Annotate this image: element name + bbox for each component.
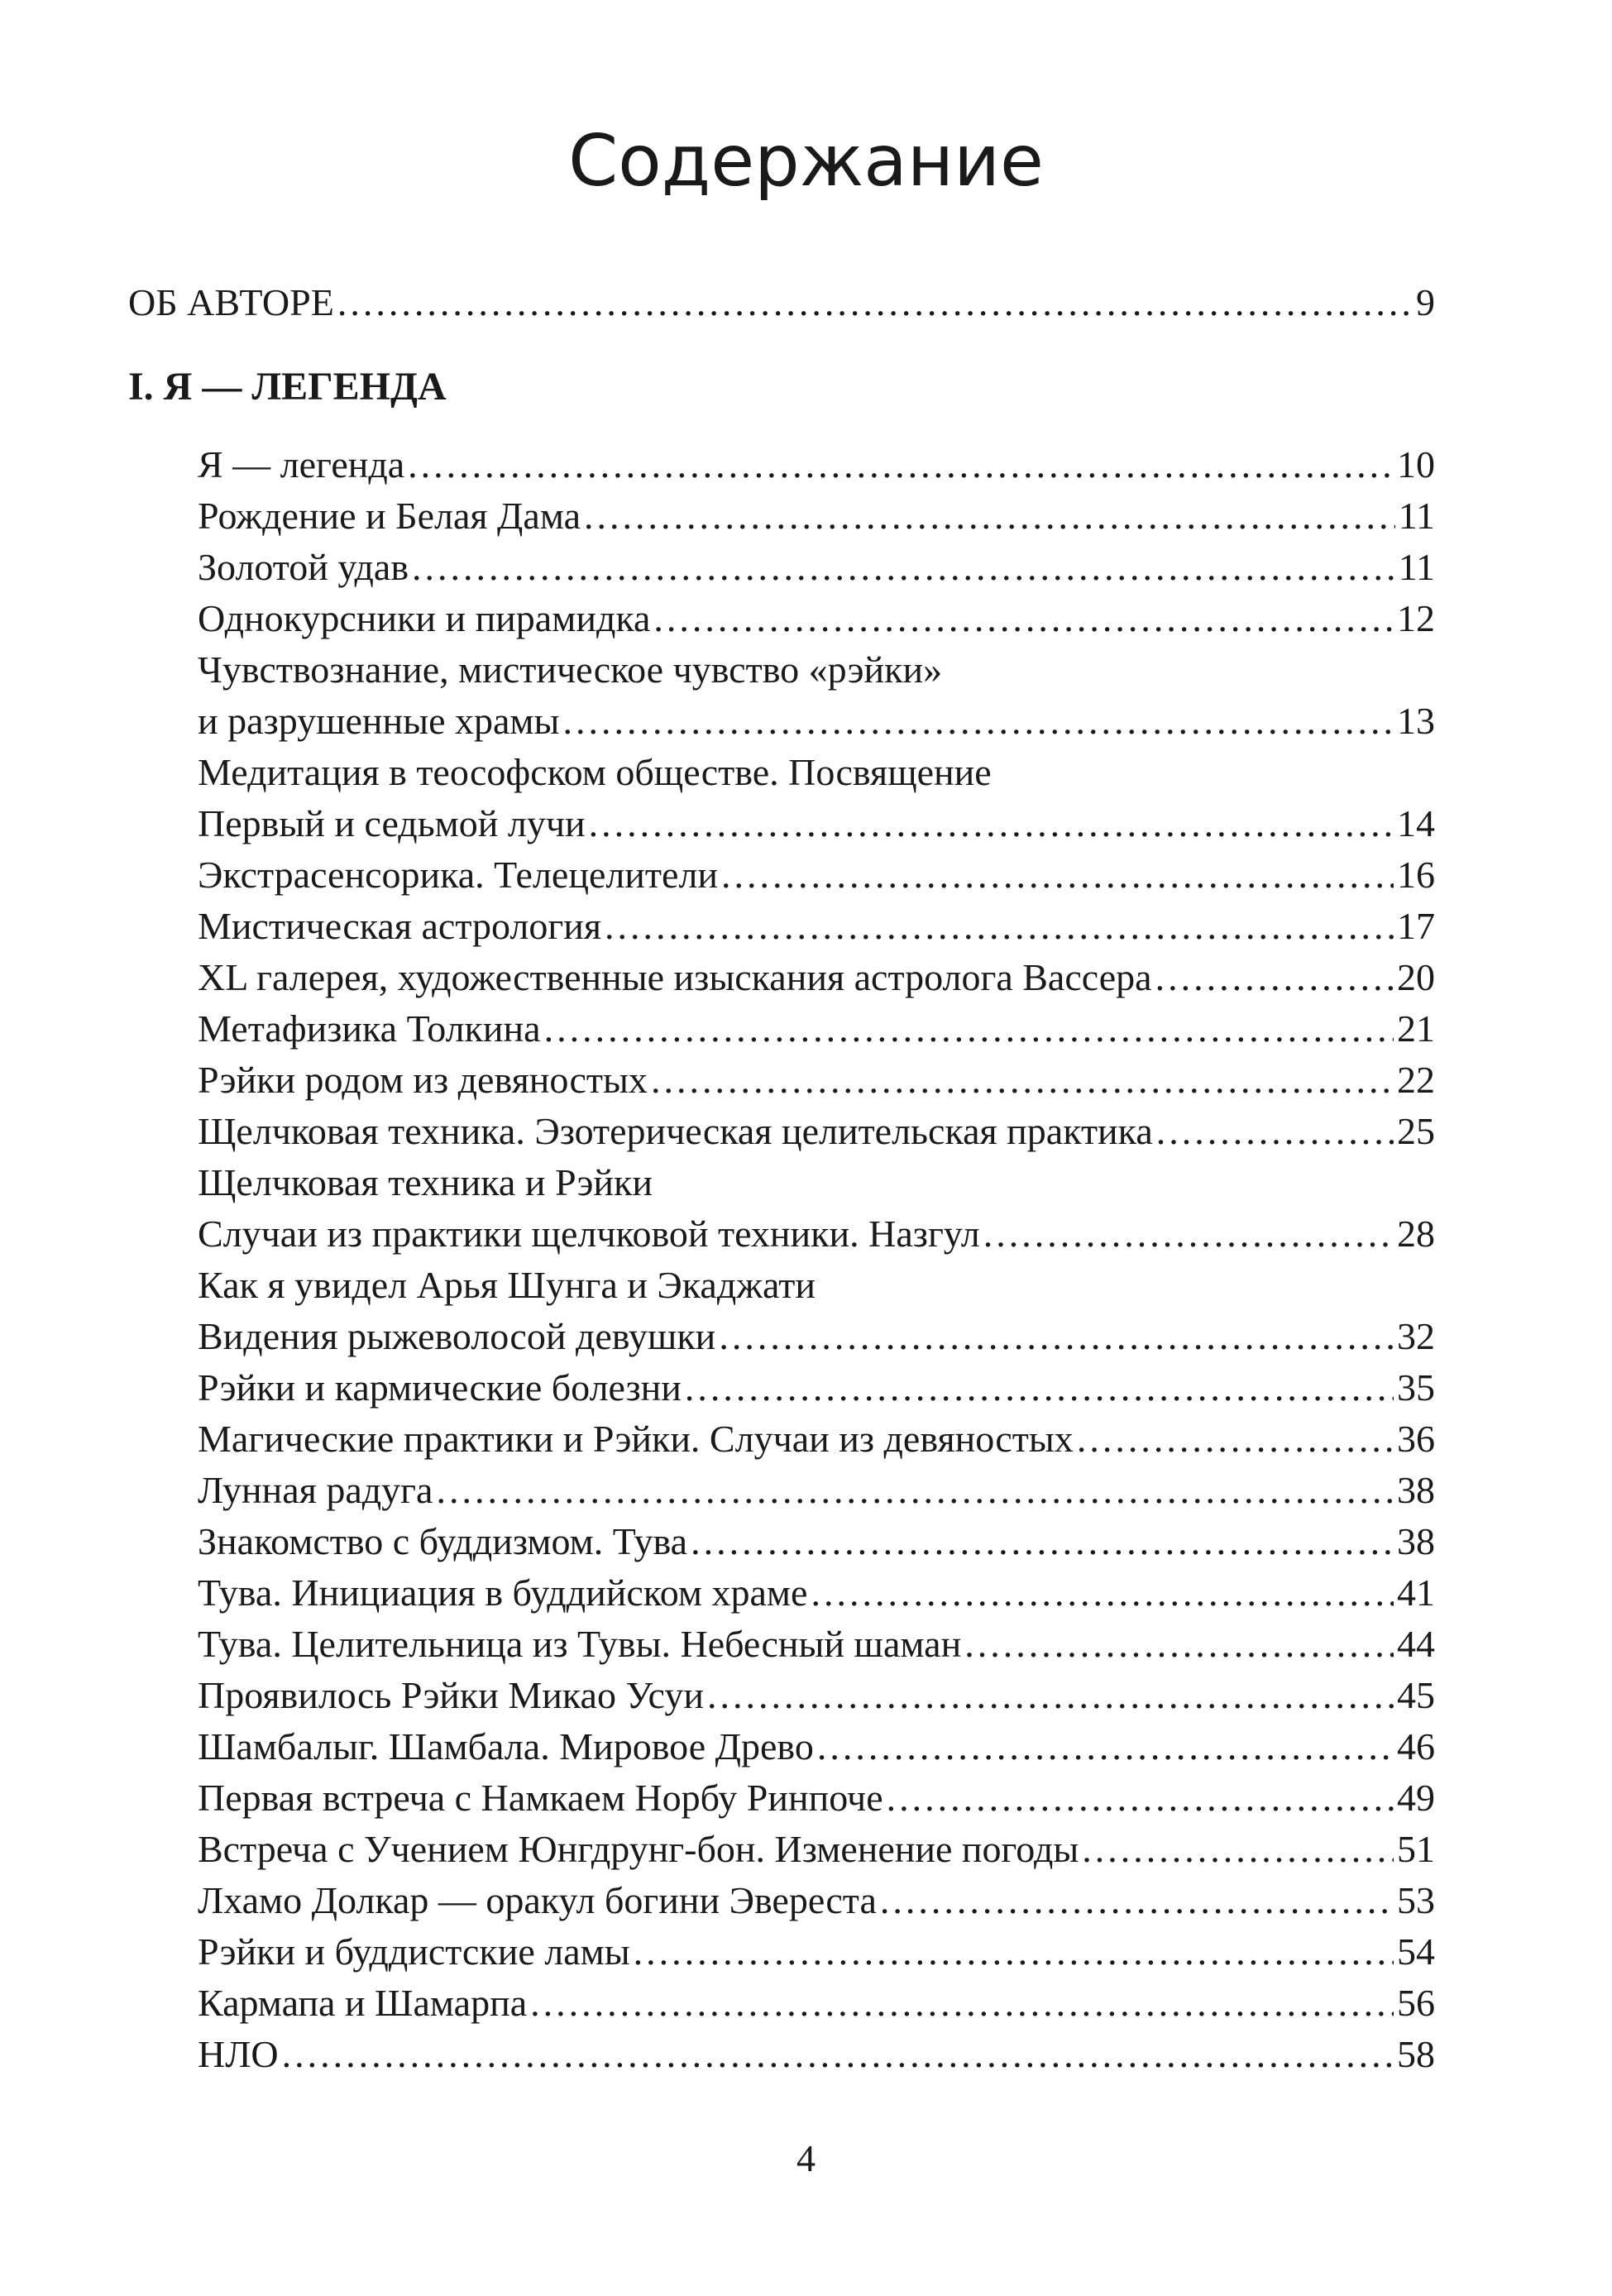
toc-entry-label: ОБ АВТОРЕ xyxy=(128,281,334,323)
toc-entry-about[interactable] xyxy=(128,277,1435,335)
toc-entries xyxy=(128,439,1435,2080)
toc-entry-page: 35 xyxy=(1397,1366,1435,1409)
toc-entry[interactable] xyxy=(128,1875,1435,1926)
dot-leader xyxy=(651,1055,1394,1106)
section-heading: I. Я — ЛЕГЕНДА xyxy=(128,365,447,409)
toc-entry[interactable] xyxy=(128,1619,1435,1670)
toc-entry-label: Рэйки и кармические болезни xyxy=(198,1366,682,1409)
toc-entry-label: Первый и седьмой лучи xyxy=(198,802,586,844)
dot-leader xyxy=(811,1567,1394,1619)
toc-entry[interactable] xyxy=(128,696,1435,747)
dot-leader xyxy=(653,593,1394,644)
toc-entry[interactable] xyxy=(128,849,1435,901)
toc-entry[interactable] xyxy=(128,1978,1435,2029)
dot-leader xyxy=(605,901,1394,952)
toc-entry[interactable] xyxy=(128,952,1435,1003)
toc-entry-label: Видения рыжеволосой девушки xyxy=(198,1315,716,1357)
dot-leader xyxy=(408,439,1394,490)
toc-entry[interactable] xyxy=(128,1413,1435,1465)
toc-entry[interactable] xyxy=(128,1670,1435,1721)
toc-entry-page: 13 xyxy=(1397,700,1435,742)
dot-leader xyxy=(721,849,1394,901)
toc-entry-page: 54 xyxy=(1397,1930,1435,1973)
toc-entry-label: Знакомство с буддизмом. Тува xyxy=(198,1520,688,1562)
dot-leader xyxy=(1156,1106,1394,1157)
dot-leader xyxy=(544,1003,1394,1055)
toc-entry[interactable] xyxy=(128,1055,1435,1106)
toc-entry-page: 14 xyxy=(1397,802,1435,844)
toc-entry-label: Чувствознание, мистическое чувство «рэйки» xyxy=(198,648,943,691)
toc-entry-page: 22 xyxy=(1397,1059,1435,1101)
toc-entry[interactable] xyxy=(128,1772,1435,1824)
toc-entry-label: XL галерея, художественные изыскания астролога Вассера xyxy=(198,956,1152,998)
toc-entry-label: Тува. Целительница из Тувы. Небесный шаман xyxy=(198,1623,962,1665)
toc-entry-page: 28 xyxy=(1397,1213,1435,1255)
table-of-contents xyxy=(128,277,1435,2080)
toc-entry-label: Щелчковая техника. Эзотерическая целительская практика xyxy=(198,1110,1153,1152)
page-title: Содержание xyxy=(568,120,1044,203)
toc-entry-label: Магические практики и Рэйки. Случаи из девяностых xyxy=(198,1418,1074,1460)
toc-entry-label: Щелчковая техника и Рэйки xyxy=(198,1161,653,1203)
toc-entry[interactable] xyxy=(128,1260,1435,1311)
toc-entry-label: Первая встреча с Намкаем Норбу Ринпоче xyxy=(198,1777,883,1819)
toc-entry-page: 49 xyxy=(1397,1777,1435,1819)
dot-leader xyxy=(282,2029,1394,2080)
toc-entry-page: 41 xyxy=(1397,1571,1435,1614)
toc-entry-page: 53 xyxy=(1397,1879,1435,1921)
dot-leader xyxy=(634,1926,1394,1978)
dot-leader xyxy=(719,1311,1394,1362)
toc-entry[interactable] xyxy=(128,1157,1435,1208)
toc-entry-label: Однокурсники и пирамидка xyxy=(198,597,651,639)
toc-entry[interactable] xyxy=(128,1516,1435,1567)
toc-entry[interactable] xyxy=(128,542,1435,593)
toc-entry[interactable] xyxy=(128,1926,1435,1978)
toc-entry-page: 11 xyxy=(1398,546,1435,588)
toc-entry-page: 56 xyxy=(1397,1982,1435,2024)
toc-entry-page: 12 xyxy=(1397,597,1435,639)
toc-entry-page: 9 xyxy=(1416,281,1435,323)
toc-entry-label: Шамбалыг. Шамбала. Мировое Древо xyxy=(198,1725,814,1767)
toc-entry[interactable] xyxy=(128,2029,1435,2080)
toc-entry-label: НЛО xyxy=(198,2033,279,2075)
toc-entry[interactable] xyxy=(128,490,1435,542)
toc-entry[interactable] xyxy=(128,1208,1435,1260)
dot-leader xyxy=(1077,1413,1394,1465)
dot-leader xyxy=(880,1875,1394,1926)
toc-entry-label: Случаи из практики щелчковой техники. Назгул xyxy=(198,1213,980,1255)
toc-entry-label: Рождение и Белая Дама xyxy=(198,495,581,537)
toc-entry[interactable] xyxy=(128,439,1435,490)
dot-leader xyxy=(691,1516,1394,1567)
dot-leader xyxy=(1155,952,1394,1003)
toc-entry-page: 36 xyxy=(1397,1418,1435,1460)
toc-entry-page: 25 xyxy=(1397,1110,1435,1152)
toc-entry[interactable] xyxy=(128,1362,1435,1413)
toc-entry-label: Я — легенда xyxy=(198,443,405,486)
toc-entry-label: Проявилось Рэйки Микао Усуи xyxy=(198,1674,704,1716)
toc-entry-label: Экстрасенсорика. Телецелители xyxy=(198,854,719,896)
dot-leader xyxy=(685,1362,1394,1413)
dot-leader xyxy=(589,798,1394,849)
toc-entry[interactable] xyxy=(128,593,1435,644)
toc-entry-page: 51 xyxy=(1397,1828,1435,1870)
toc-entry-label: Лунная радуга xyxy=(198,1469,433,1511)
toc-entry-page: 38 xyxy=(1397,1520,1435,1562)
toc-entry-page: 38 xyxy=(1397,1469,1435,1511)
toc-entry-label: Мистическая астрология xyxy=(198,905,601,947)
dot-leader xyxy=(584,490,1395,542)
toc-entry[interactable] xyxy=(128,901,1435,952)
toc-entry[interactable] xyxy=(128,1003,1435,1055)
toc-entry-page: 44 xyxy=(1397,1623,1435,1665)
toc-entry-label: Медитация в теософском обществе. Посвящение xyxy=(198,751,992,793)
toc-entry-page: 45 xyxy=(1397,1674,1435,1716)
toc-entry[interactable] xyxy=(128,747,1435,798)
dot-leader xyxy=(887,1772,1394,1824)
dot-leader xyxy=(337,277,1413,328)
toc-entry-page: 58 xyxy=(1397,2033,1435,2075)
dot-leader xyxy=(964,1619,1394,1670)
dot-leader xyxy=(562,696,1394,747)
dot-leader xyxy=(530,1978,1394,2029)
toc-entry-page: 46 xyxy=(1397,1725,1435,1767)
toc-entry-label: Как я увидел Арья Шунга и Экаджати xyxy=(198,1264,816,1306)
dot-leader xyxy=(436,1465,1394,1516)
toc-entry-label: Тува. Инициация в буддийском храме xyxy=(198,1571,808,1614)
toc-entry[interactable] xyxy=(128,644,1435,696)
toc-entry-page: 11 xyxy=(1398,495,1435,537)
toc-entry-page: 16 xyxy=(1397,854,1435,896)
toc-entry-page: 10 xyxy=(1397,443,1435,486)
toc-entry[interactable] xyxy=(128,1721,1435,1772)
toc-entry-page: 21 xyxy=(1397,1007,1435,1050)
toc-entry-page: 20 xyxy=(1397,956,1435,998)
toc-entry-label: Метафизика Толкина xyxy=(198,1007,541,1050)
page-number: 4 xyxy=(796,2137,816,2179)
toc-entry-label: и разрушенные храмы xyxy=(198,700,560,742)
toc-entry-label: Лхамо Долкар — оракул богини Эвереста xyxy=(198,1879,877,1921)
toc-entry-page: 17 xyxy=(1397,905,1435,947)
toc-entry[interactable] xyxy=(128,798,1435,849)
toc-entry-label: Кармапа и Шамарпа xyxy=(198,1982,528,2024)
toc-entry[interactable] xyxy=(128,1311,1435,1362)
dot-leader xyxy=(983,1208,1394,1260)
toc-entry-label: Рэйки родом из девяностых xyxy=(198,1059,648,1101)
toc-entry[interactable] xyxy=(128,1567,1435,1619)
toc-entry[interactable] xyxy=(128,1465,1435,1516)
dot-leader xyxy=(1082,1824,1394,1875)
toc-entry[interactable] xyxy=(128,1824,1435,1875)
dot-leader xyxy=(817,1721,1394,1772)
toc-entry-label: Встреча с Учением Юнгдрунг-бон. Изменение погоды xyxy=(198,1828,1079,1870)
toc-entry[interactable] xyxy=(128,1106,1435,1157)
toc-entry-label: Золотой удав xyxy=(198,546,409,588)
dot-leader xyxy=(707,1670,1394,1721)
toc-entry-page: 32 xyxy=(1397,1315,1435,1357)
dot-leader xyxy=(412,542,1395,593)
toc-entry-label: Рэйки и буддистские ламы xyxy=(198,1930,630,1973)
